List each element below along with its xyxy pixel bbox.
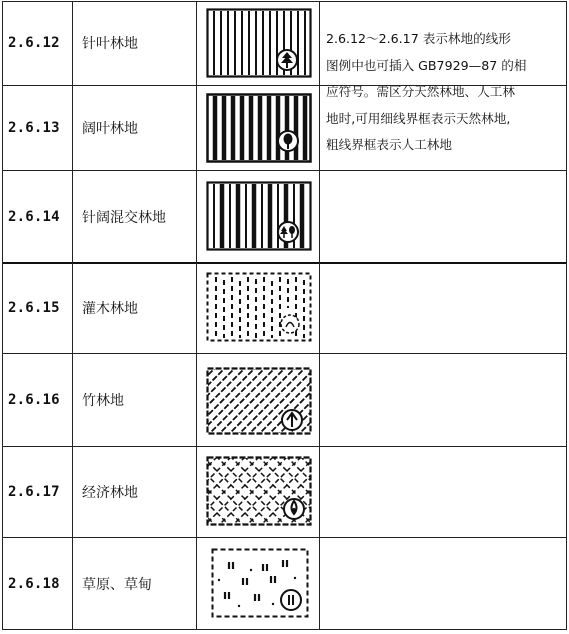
column-divider bbox=[319, 1, 320, 629]
item-name: 针叶林地 bbox=[82, 36, 138, 52]
item-name: 经济林地 bbox=[82, 485, 138, 501]
item-code: 2.6.12 bbox=[8, 35, 60, 51]
item-code: 2.6.14 bbox=[8, 208, 60, 225]
economic-tree-icon bbox=[284, 499, 304, 519]
item-code: 2.6.17 bbox=[8, 484, 60, 500]
diagonal-hatch-symbol bbox=[206, 367, 312, 435]
item-name: 竹林地 bbox=[82, 393, 124, 409]
mixed-tree-icon bbox=[278, 222, 298, 242]
shrub-icon bbox=[281, 315, 299, 333]
column-divider bbox=[72, 1, 73, 629]
table-left-border bbox=[2, 1, 3, 629]
item-code: 2.6.16 bbox=[8, 392, 60, 408]
bamboo-icon bbox=[282, 410, 302, 430]
thick-vertical-stripes-symbol bbox=[206, 93, 312, 163]
note-line: 粗线界框表示人工林地 bbox=[326, 137, 452, 152]
cross-hatch-symbol bbox=[206, 456, 312, 526]
note-line: 2.6.12～2.6.17 表示林地的线形 bbox=[326, 31, 511, 46]
item-code: 2.6.15 bbox=[8, 300, 60, 316]
thin-vertical-stripes-symbol bbox=[206, 8, 312, 78]
mixed-vertical-stripes-symbol bbox=[206, 181, 312, 251]
table-right-border bbox=[566, 1, 567, 629]
note-line: 图例中也可插入 GB7929—87 的相 bbox=[326, 57, 527, 73]
dotted-vertical-symbol bbox=[206, 272, 312, 342]
grass-icon bbox=[281, 590, 301, 610]
item-code: 2.6.18 bbox=[8, 575, 60, 592]
grassland-symbol bbox=[211, 548, 309, 618]
item-name: 草原、草甸 bbox=[82, 576, 152, 593]
item-name: 阔叶林地 bbox=[82, 121, 138, 137]
note-line: 应符号。需区分天然林地、人工林 bbox=[326, 84, 515, 99]
table-bottom-border bbox=[2, 629, 567, 630]
conifer-tree-icon bbox=[277, 50, 297, 70]
column-divider bbox=[196, 1, 197, 629]
legend-note bbox=[326, 26, 564, 159]
item-name: 针阔混交林地 bbox=[82, 209, 166, 226]
broadleaf-tree-icon bbox=[278, 131, 298, 151]
note-line: 地时,可用细线界框表示天然林地, bbox=[326, 110, 511, 126]
item-code: 2.6.13 bbox=[8, 120, 60, 136]
item-name: 灌木林地 bbox=[82, 301, 138, 317]
